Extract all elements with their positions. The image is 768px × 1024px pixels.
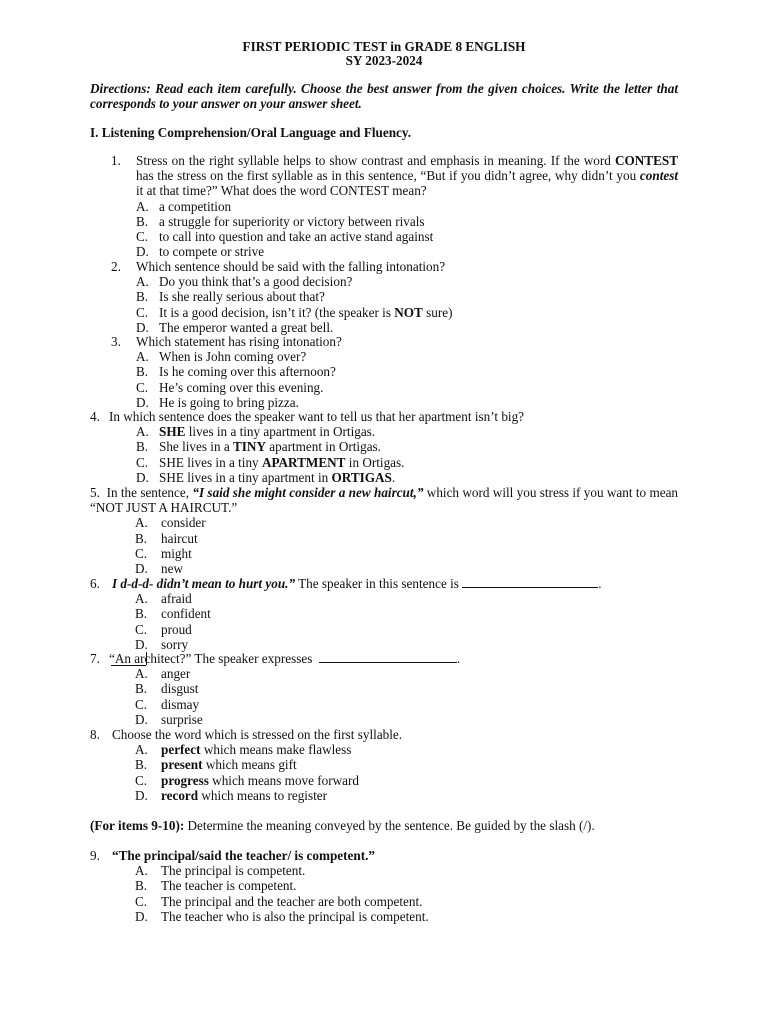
option-c: C. He’s coming over this evening. <box>136 379 324 395</box>
option-d: D. The teacher who is also the principal is competent. <box>135 908 429 924</box>
option-d: D. surprise <box>135 711 203 727</box>
question-number: 1. <box>111 153 121 168</box>
question-6 <box>90 576 678 652</box>
question-number: 5. <box>90 485 100 500</box>
question-text: 6. I d-d-d- didn’t mean to hurt you.” The speaker in this sentence is . <box>90 576 602 591</box>
option-d: D. He is going to bring pizza. <box>136 394 299 410</box>
option-a: A. When is John coming over? <box>136 349 307 365</box>
option-d: D. to compete or strive <box>136 244 265 260</box>
question-8 <box>90 727 678 803</box>
option-b: B. She lives in a TINY apartment in Ortigas. <box>136 439 381 455</box>
option-c: C. dismay <box>135 696 200 712</box>
option-b: B. The teacher is competent. <box>135 878 297 894</box>
question-text: 5. In the sentence, “I said she might consider a new haircut,” which word will you stress if you want to mean “NOT JUST A HAIRCUT.” <box>90 485 679 516</box>
question-number: 3. <box>111 334 121 349</box>
option-b: B. Is she really serious about that? <box>136 289 325 305</box>
question-7 <box>90 651 678 727</box>
question-text: Stress on the right syllable helps to show contrast and emphasis in meaning. If the word CONTEST has the stress on the first syllable as in this sentence, “But if you didn’t agree, why didn’t you contest it at that time?” What does the word CONTEST mean? <box>136 153 679 199</box>
stress-mark-tick <box>146 652 147 665</box>
option-c: C. proud <box>135 621 192 637</box>
question-text: Which statement has rising intonation? <box>136 334 342 349</box>
option-b: B. a struggle for superiority or victory between rivals <box>136 213 425 229</box>
question-5 <box>90 485 678 576</box>
option-a: A. perfect which means make flawless <box>135 742 352 758</box>
option-a: A. a competition <box>136 198 232 214</box>
option-a: A. afraid <box>135 591 192 607</box>
option-d: D. SHE lives in a tiny apartment in ORTIGAS. <box>136 469 396 485</box>
school-year: SY 2023-2024 <box>345 53 423 68</box>
question-text: 7. “An architect?” The speaker expresses . <box>90 651 461 666</box>
question-1 <box>111 153 678 259</box>
option-b: B. present which means gift <box>135 757 297 773</box>
option-a: A. anger <box>135 666 191 682</box>
option-a: A. The principal is competent. <box>135 863 306 879</box>
question-number: 9. <box>90 848 100 863</box>
directions: Directions: Read each item carefully. Choose the best answer from the given choices. Write the letter that corresponds to your answer on your answer sheet. <box>90 81 678 112</box>
section-heading: I. Listening Comprehension/Oral Language and Fluency. <box>90 125 412 140</box>
option-b: B. confident <box>135 606 211 622</box>
option-c: C. might <box>135 545 192 561</box>
option-c: C. progress which means move forward <box>135 772 360 788</box>
option-c: C. It is a good decision, isn’t it? (the speaker is NOT sure) <box>136 304 453 320</box>
answer-blank <box>319 651 457 663</box>
question-number: 7. <box>90 651 100 666</box>
option-b: B. disgust <box>135 681 199 697</box>
question-9 <box>90 848 678 924</box>
question-4 <box>90 409 678 485</box>
option-d: D. new <box>135 561 183 577</box>
option-d: D. sorry <box>135 636 189 652</box>
option-c: C. SHE lives in a tiny APARTMENT in Ortigas. <box>136 454 405 470</box>
question-text: In which sentence does the speaker want to tell us that her apartment isn’t big? <box>109 409 525 424</box>
question-number: 2. <box>111 259 121 274</box>
question-number: 6. <box>90 576 100 591</box>
option-d: D. record which means to register <box>135 787 328 803</box>
option-c: C. to call into question and take an active stand against <box>136 229 434 245</box>
question-number: 8. <box>90 727 100 742</box>
question-text: Which sentence should be said with the falling intonation? <box>136 259 446 274</box>
question-2 <box>111 259 678 335</box>
stress-mark-line <box>111 665 146 666</box>
question-text: “The principal/said the teacher/ is competent.” <box>112 848 375 863</box>
option-a: A. consider <box>135 515 206 531</box>
option-a: A. Do you think that’s a good decision? <box>136 274 353 290</box>
option-c: C. The principal and the teacher are both competent. <box>135 893 423 909</box>
option-b: B. haircut <box>135 530 198 546</box>
question-text: Choose the word which is stressed on the first syllable. <box>112 727 403 742</box>
test-title: FIRST PERIODIC TEST in GRADE 8 ENGLISH <box>242 39 526 54</box>
answer-blank <box>462 576 598 588</box>
items-9-10-note: (For items 9-10): Determine the meaning conveyed by the sentence. Be guided by the slash (/). <box>90 818 595 833</box>
option-d: D. The emperor wanted a great bell. <box>136 319 334 335</box>
option-a: A. SHE lives in a tiny apartment in Ortigas. <box>136 424 376 440</box>
question-number: 4. <box>90 409 100 424</box>
option-b: B. Is he coming over this afternoon? <box>136 364 336 380</box>
question-3 <box>111 334 678 410</box>
